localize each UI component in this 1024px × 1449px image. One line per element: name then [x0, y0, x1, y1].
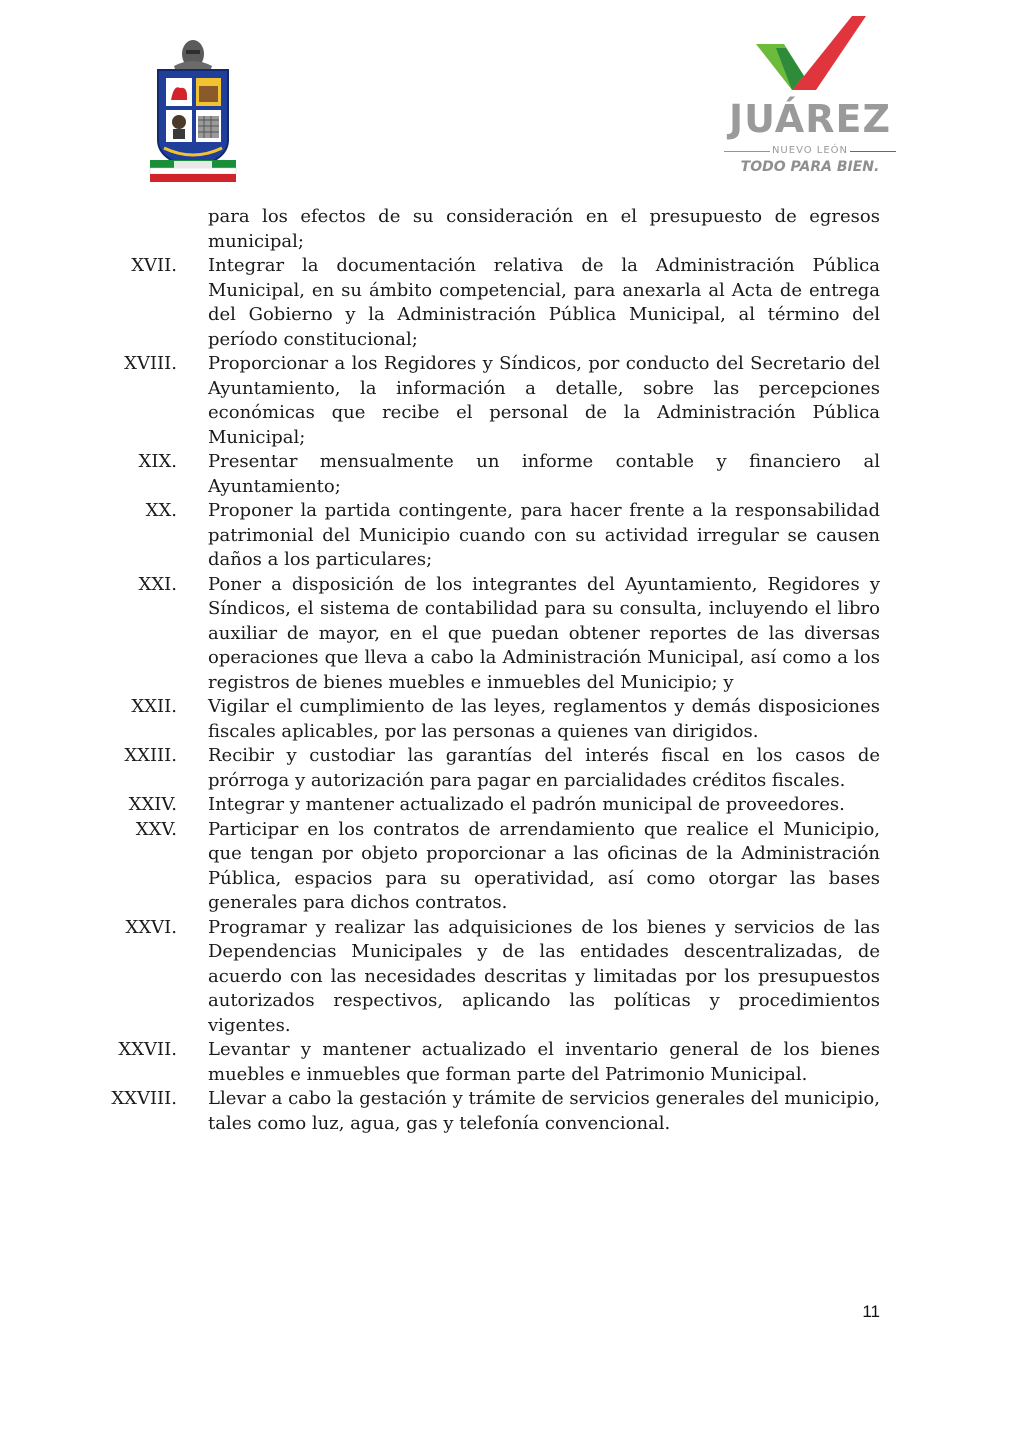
logo-state-row: [720, 144, 900, 158]
item-text: Poner a disposición de los integrantes del Ayuntamiento, Regidores y Síndicos, el sistema de contabilidad para su consulta, incluyendo el libro auxiliar de mayor, en el que puedan obtener reportes de las diversas operaciones que lleva a cabo la Administración Municipal, así como a los registros de bienes muebles e inmuebles del Municipio; y: [208, 573, 880, 693]
item-text: Presentar mensualmente un informe contable y financiero al Ayuntamiento;: [208, 451, 880, 497]
checkmark-logo-icon: [756, 14, 866, 90]
item-text: Recibir y custodiar las garantías del interés fiscal en los casos de prórroga y autorización para pagar en parcialidades créditos fiscales.: [208, 745, 880, 791]
continuation-paragraph: [100, 205, 880, 254]
item-number: XIX.: [138, 451, 177, 472]
item-text: Integrar la documentación relativa de la Administración Pública Municipal, en su ámbito competencial, para anexarla al Acta de entrega del Gobierno y la Administración Pública Municipal, al término del período constitucional;: [208, 255, 880, 350]
item-text: Integrar y mantener actualizado el padrón municipal de proveedores.: [208, 794, 845, 815]
item-number: XXI.: [138, 573, 177, 595]
item-number: XX.: [145, 500, 177, 521]
paragraph-text: para los efectos de su consideración en el presupuesto de egresos municipal;: [208, 206, 880, 252]
list-item: [100, 573, 880, 696]
list-item: [100, 1087, 880, 1136]
list-item: [100, 254, 880, 352]
item-text: Llevar a cabo la gestación y trámite de servicios generales del municipio, tales como luz, agua, gas y telefonía convencional.: [208, 1088, 880, 1134]
municipal-coat-of-arms: [144, 36, 242, 184]
list-item: [100, 450, 880, 499]
list-item: [100, 916, 880, 1039]
logo-slogan: TODO PARA BIEN.: [740, 159, 880, 175]
item-text: Proporcionar a los Regidores y Síndicos, por conducto del Secretario del Ayuntamiento, la información a detalle, sobre las percepciones económicas que recibe el personal de la Administración Pública Municipal;: [208, 353, 880, 448]
list-item: [100, 744, 880, 793]
item-text: Levantar y mantener actualizado el inventario general de los bienes muebles e inmuebles que forman parte del Patrimonio Municipal.: [208, 1039, 880, 1085]
list-item: [100, 818, 880, 916]
list-item: [100, 352, 880, 450]
item-number: XVII.: [131, 255, 177, 276]
item-number: XVIII.: [124, 353, 177, 374]
item-number: XXVI.: [125, 916, 177, 938]
document-body: [100, 205, 880, 1136]
juarez-logo: [720, 14, 900, 174]
logo-name: JUÁREZ: [728, 97, 891, 141]
item-number: XXIV.: [128, 794, 177, 815]
page-number: 11: [862, 1302, 880, 1321]
item-number: XXIII.: [124, 745, 177, 766]
list-item: [100, 695, 880, 744]
item-text: Participar en los contratos de arrendamiento que realice el Municipio, que tengan por objeto proporcionar a las oficinas de la Administración Pública, espacios para su operatividad, así como otorgar las bases generales para dichos contratos.: [208, 818, 880, 913]
item-text: Proponer la partida contingente, para hacer frente a la responsabilidad patrimonial del Municipio cuando con su actividad irregular se causen daños a los particulares;: [208, 500, 880, 570]
logo-state: NUEVO LEÓN: [771, 145, 849, 156]
item-number: XXV.: [135, 818, 177, 840]
item-number: XXII.: [131, 696, 177, 717]
list-item: [100, 793, 880, 818]
item-number: XXVII.: [118, 1039, 177, 1060]
item-text: Vigilar el cumplimiento de las leyes, reglamentos y demás disposiciones fiscales aplicables, por las personas a quienes van dirigidos.: [208, 696, 880, 742]
item-text: Programar y realizar las adquisiciones de los bienes y servicios de las Dependencias Municipales y de las entidades descentralizadas, de acuerdo con las necesidades descritas y limitadas por los presupuestos autorizados respectivos, aplicando las políticas y procedimientos vigentes.: [208, 916, 880, 1036]
list-item: [100, 1038, 880, 1087]
list-item: [100, 499, 880, 573]
item-number: XXVIII.: [111, 1088, 177, 1109]
red-line: [850, 151, 896, 152]
